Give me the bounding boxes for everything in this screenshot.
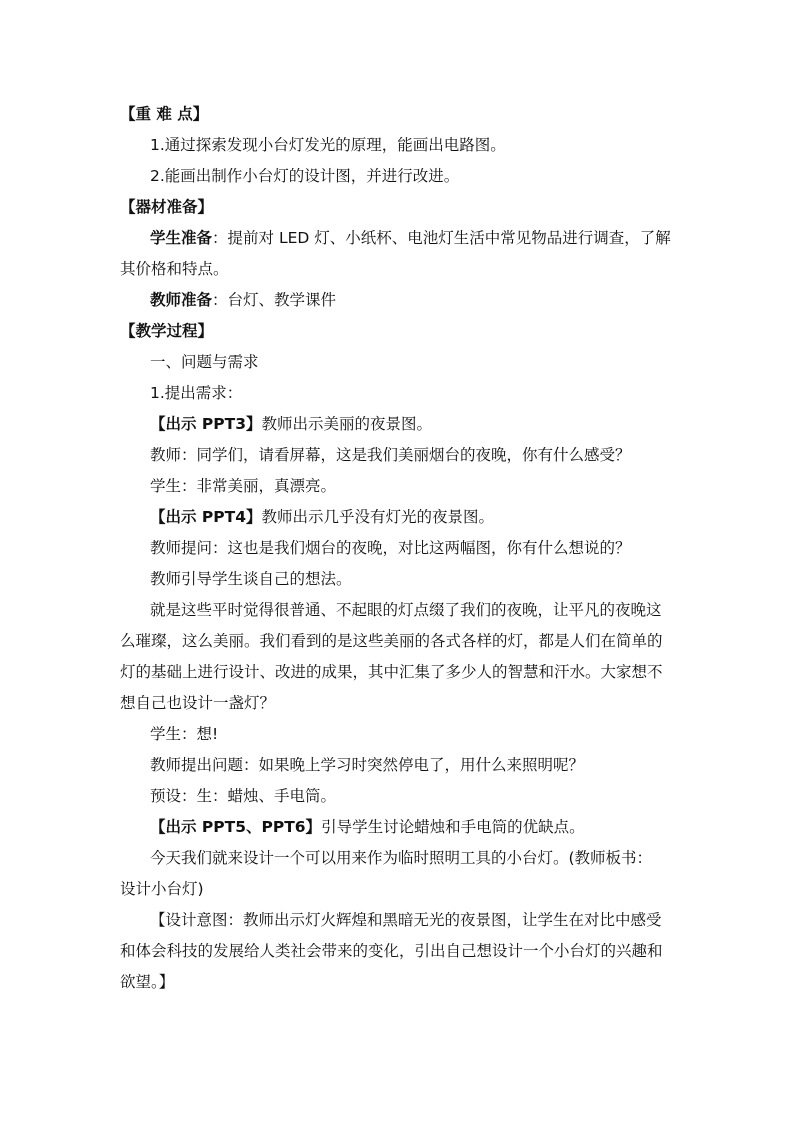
student-preparation — [120, 223, 680, 254]
ppt3-text: 教师出示美丽的夜景图。 — [261, 415, 432, 433]
ppt4-line — [120, 502, 680, 533]
paragraph-line: 今天我们就来设计一个可以用来作为临时照明工具的小台灯。(教师板书： — [150, 849, 653, 867]
paragraph-line: 就是这些平时觉得很普通、不起眼的灯点缀了我们的夜晚，让平凡的夜晚这 — [150, 601, 662, 619]
paragraph-line: 么璀璨，这么美丽。我们看到的是这些美丽的各式各样的灯，都是人们在简单的 — [120, 632, 663, 650]
ppt3-line — [120, 409, 680, 440]
narrative-paragraph — [120, 843, 676, 905]
teacher-preparation-label: 教师准备 — [150, 291, 213, 309]
paragraph-line: 欲望。】 — [120, 973, 175, 991]
student-preparation-text: ：提前对 LED 灯、小纸杯、电池灯生活中常见物品进行调查，了解 — [212, 229, 671, 247]
paragraph-line: 和体会科技的发展给人类社会带来的变化，引出自己想设计一个小台灯的兴趣和 — [120, 942, 663, 960]
narrative-paragraph — [120, 595, 676, 719]
dialogue-line: 教师：同学们，请看屏幕，这是我们美丽烟台的夜晚，你有什么感受？ — [150, 446, 631, 464]
ppt56-tag: 【出示 PPT5、PPT6】 — [150, 818, 322, 836]
ppt56-line — [120, 812, 680, 843]
paragraph-line: 设计小台灯) — [120, 880, 204, 898]
ppt4-tag: 【出示 PPT4】 — [150, 508, 262, 526]
ppt3-tag: 【出示 PPT3】 — [150, 415, 262, 433]
section-title-process: 【教学过程】 — [120, 322, 214, 340]
student-preparation-label: 学生准备 — [150, 229, 213, 247]
dialogue-line: 预设：生：蜡烛、手电筒。 — [150, 787, 337, 805]
dialogue-line: 教师引导学生谈自己的想法。 — [150, 570, 352, 588]
dialogue-line: 教师提问：这也是我们烟台的夜晚，对比这两幅图，你有什么想说的？ — [150, 539, 631, 557]
paragraph-line: 灯的基础上进行设计、改进的成果，其中汇集了多少人的智慧和汗水。大家想不 — [120, 663, 663, 681]
key-point-item: 1.通过探索发现小台灯发光的原理，能画出电路图。 — [150, 136, 506, 154]
process-step: 1.提出需求： — [150, 384, 243, 402]
key-point-item: 2.能画出制作小台灯的设计图，并进行改进。 — [150, 167, 460, 185]
ppt56-text: 引导学生讨论蜡烛和手电筒的优缺点。 — [321, 818, 585, 836]
teacher-preparation — [120, 285, 680, 316]
teacher-preparation-text: ：台灯、教学课件 — [212, 291, 337, 309]
dialogue-line: 教师提出问题：如果晚上学习时突然停电了，用什么来照明呢？ — [150, 756, 585, 774]
document-page — [120, 99, 680, 998]
paragraph-line: 想自己也设计一盏灯？ — [120, 694, 276, 712]
dialogue-line: 学生：想! — [150, 725, 219, 743]
paragraph-line: 【设计意图：教师出示灯火辉煌和黑暗无光的夜景图，让学生在对比中感受 — [150, 911, 662, 929]
process-part-heading: 一、问题与需求 — [150, 353, 259, 371]
student-preparation-continued: 其价格和特点。 — [120, 260, 229, 278]
ppt4-text: 教师出示几乎没有灯光的夜景图。 — [261, 508, 494, 526]
section-title-materials: 【器材准备】 — [120, 198, 214, 216]
section-title-key-points: 【重 难 点】 — [120, 105, 209, 123]
dialogue-line: 学生：非常美丽，真漂亮。 — [150, 477, 337, 495]
design-intent-paragraph — [120, 905, 676, 998]
